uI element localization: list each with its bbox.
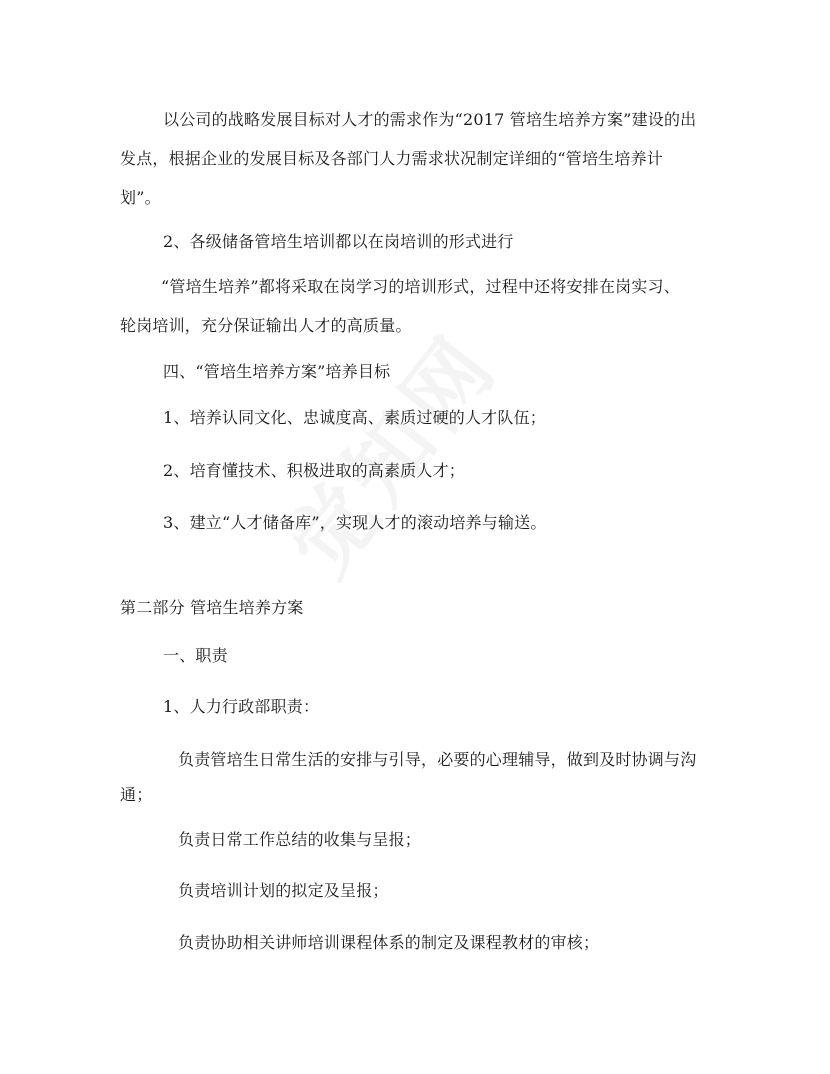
duty-item-3: 负责培训计划的拟定及呈报； [178,881,389,900]
paragraph-training-line-2: 轮岗培训，充分保证输出人才的高质量。 [120,316,412,335]
watermark [255,305,520,597]
paragraph-intro-line-2: 发点，根据企业的发展目标及各部门人力需求状况制定详细的“管培生培养计 [120,149,663,168]
goal-item-3: 3、建立“人才储备库”，实现人才的滚动培养与输送。 [163,513,547,532]
paragraph-intro-line-1: 以公司的战略发展目标对人才的需求作为“2017 管培生培养方案”建设的出 [163,110,697,129]
duty-item-1-line-2: 通； [120,785,153,804]
duty-item-2: 负责日常工作总结的收集与呈报； [178,830,422,849]
section-title-part-two: 第二部分 管培生培养方案 [120,598,304,617]
heading-goals: 四、“管培生培养方案”培养目标 [163,362,391,381]
heading-training-form: 2、各级储备管培生培训都以在岗培训的形式进行 [163,232,514,251]
duty-item-4: 负责协助相关讲师培训课程体系的制定及课程教材的审核； [178,933,600,952]
paragraph-training-line-1: “管培生培养”都将采取在岗学习的培训形式，过程中还将安排在岗实习、 [161,277,680,296]
paragraph-intro-line-3: 划”。 [120,188,161,207]
goal-item-2: 2、培育懂技术、积极进取的高素质人才； [163,461,465,480]
heading-hr-duties: 1、人力行政部职责： [163,697,320,716]
heading-responsibilities: 一、职责 [163,646,228,665]
goal-item-1: 1、培养认同文化、忠诚度高、素质过硬的人才队伍； [163,408,546,427]
duty-item-1-line-1: 负责管培生日常生活的安排与引导，必要的心理辅导，做到及时协调与沟 [178,750,697,769]
